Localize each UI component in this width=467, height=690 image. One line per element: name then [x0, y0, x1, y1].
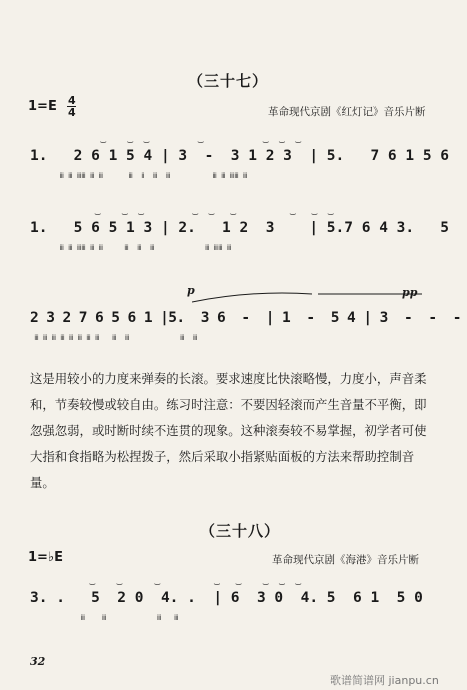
fingering-row-2: ⅲ ⅲ ⅲⅲ ⅲ ⅲ ⅲ ⅲ ⅲ ⅲ ⅲⅲ ⅲ [30, 244, 232, 252]
notes-row-3: 2 3 2 7 6 5 6 1 |5. 3 6 - | 1 - 5 4 | 3 - - - [30, 310, 461, 326]
key-signature-38: 1=♭E [28, 550, 63, 565]
key-label: 1=E [28, 99, 57, 114]
time-signature: $\frac{4}{4}$ [68, 94, 76, 119]
notes-row-2: 1. 5 6 5 1 3 | 2. 1 2 3 | 5.7 6 4 3. 5 [30, 220, 450, 236]
fingering-marks-2: ‿ ‿ ‿ ‿ ‿ ‿ ‿ ‿ ‿ [30, 206, 334, 216]
fingering-row-3: ⅲ ⅲ ⅲ ⅲ ⅲ ⅲ ⅲ ⅲ ⅲ ⅲ ⅲ ⅲ [30, 334, 198, 342]
fingering-row-4: ⅲ ⅲ ⅲ ⅲ [30, 614, 179, 622]
fingering-marks: ‿ ‿ ‿ ‿ ‿ ‿ ‿ [30, 134, 301, 144]
watermark: 歌谱简谱网 jianpu.cn [330, 674, 439, 687]
page-number: 32 [30, 655, 46, 668]
key-signature-37 [28, 95, 76, 118]
section-38-heading: （三十八） [200, 522, 281, 540]
score-row-2 [30, 200, 450, 258]
score-row-1 [30, 128, 450, 186]
score-row-4 [30, 570, 430, 628]
fingering-marks-4: ‿ ‿ ‿ ‿ ‿ ‿ ‿ ‿ [30, 576, 301, 586]
body-paragraph: 这是用较小的力度来弹奏的长滚。要求速度比快滚略慢，力度小，声音柔和，节奏较慢或较自由。练习时注意：不要因轻滚而产生音量不平衡，即忽强忽弱，或时断时续不连贯的现象。这种滚奏较不易掌握，初学者可使大指和食指略为松捏拨子，然后采取小指紧贴面板的方法来帮助控制音量。 [30, 371, 427, 490]
source-38: 革命现代京剧《海港》音乐片断 [272, 554, 419, 566]
notes-row-1: 1. 2 6 1 5 4 | 3 - 3 1 2 3 | 5. 7 6 1 5 6 [30, 148, 450, 164]
dynamic-pp: pp [402, 286, 418, 299]
source-37: 革命现代京剧《红灯记》音乐片断 [268, 106, 426, 118]
slur-lines [192, 290, 432, 304]
notes-row-4: 3. . 5 2 0 4. . | 6 3 0 4. 5 6 1 5 0 [30, 590, 423, 606]
fingering-row-1: ⅲ ⅲ ⅲⅲ ⅲ ⅲ ⅲ ⅱ ⅲ ⅲ ⅲ ⅲ ⅲⅲ ⅲ [30, 172, 248, 180]
dynamic-p: p [187, 284, 195, 297]
section-37-heading: （三十七） [188, 72, 269, 90]
score-row-3 [30, 284, 461, 348]
